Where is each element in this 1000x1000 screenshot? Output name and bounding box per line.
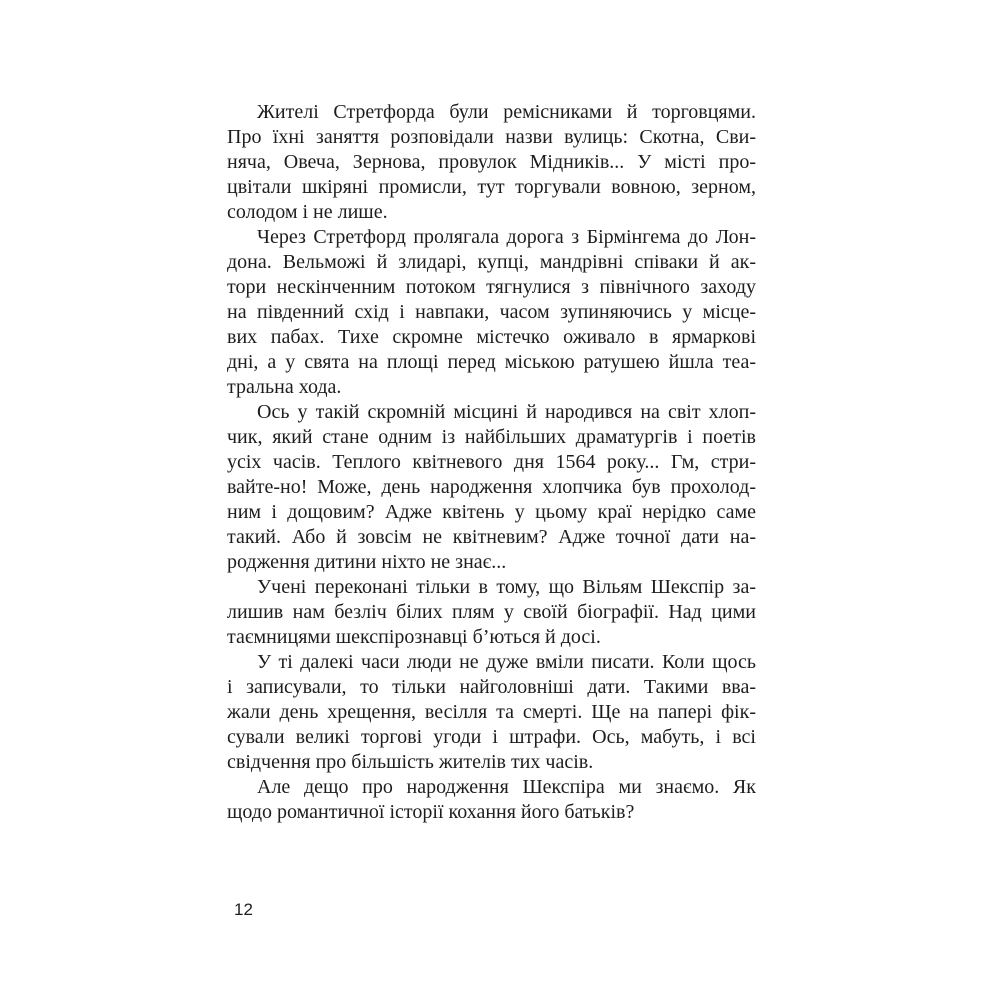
paragraph: [227, 400, 756, 575]
paragraph: [227, 775, 756, 825]
text-line: щодо романтичної історії кохання його батьків?: [227, 801, 635, 823]
text-line: лишив нам безліч білих плям у своїй біографії. Над цими: [227, 601, 756, 623]
text-line: У ті далекі часи люди не дуже вміли писати. Коли щось: [257, 651, 756, 673]
text-line: Учені переконані тільки в тому, що Вільям Шекспір за-: [257, 576, 756, 598]
text-line: таємницями шекспірознавці б’ються й досі.: [227, 626, 601, 648]
text-line: тори нескінченним потоком тягнулися з північного заходу: [227, 276, 756, 298]
text-line: Через Стретфорд пролягала дорога з Бірмінгема до Лон-: [257, 226, 756, 248]
text-line: і записували, то тільки найголовніші дати. Такими вва-: [227, 676, 756, 698]
text-line: цвітали шкіряні промисли, тут торгували вовною, зерном,: [227, 176, 756, 198]
page-text: [227, 100, 756, 825]
paragraph: [227, 225, 756, 400]
text-line: сували великі торгові угоди і штрафи. Ось, мабуть, і всі: [227, 726, 756, 748]
text-line: дона. Вельможі й злидарі, купці, мандрівні співаки й ак-: [227, 251, 756, 273]
text-line: вих пабах. Тихе скромне містечко оживало в ярмаркові: [227, 326, 756, 348]
text-line: Жителі Стретфорда були ремісниками й торговцями.: [257, 101, 756, 123]
text-line: на південний схід і навпаки, часом зупиняючись у місце-: [227, 301, 756, 323]
text-line: Але дещо про народження Шекспіра ми знаємо. Як: [257, 776, 756, 798]
text-line: солодом і не лише.: [227, 201, 388, 223]
text-line: Ось у такій скромній місцині й народився на світ хлоп-: [257, 401, 756, 423]
text-line: тральна хода.: [227, 376, 342, 398]
paragraph: [227, 650, 756, 775]
text-line: вайте-но! Може, день народження хлопчика був прохолод-: [227, 476, 756, 498]
paragraph: [227, 575, 756, 650]
text-line: родження дитини ніхто не знає...: [227, 551, 507, 573]
text-line: няча, Овеча, Зернова, провулок Мідників... У місті про-: [227, 151, 756, 173]
text-line: Про їхні заняття розповідали назви вулиць: Скотна, Сви-: [227, 126, 756, 148]
text-line: свідчення про більшість жителів тих часів.: [227, 751, 594, 773]
text-line: чик, який стане одним із найбільших драматургів і поетів: [227, 426, 756, 448]
text-line: усіх часів. Теплого квітневого дня 1564 року... Гм, стри-: [227, 451, 756, 473]
text-line: жали день хрещення, весілля та смерті. Ще на папері фік-: [227, 701, 756, 723]
text-line: дні, а у свята на площі перед міською ратушею йшла теа-: [227, 351, 756, 373]
text-line: такий. Або й зовсім не квітневим? Адже точної дати на-: [227, 526, 756, 548]
paragraph: [227, 100, 756, 225]
page-number: 12: [234, 900, 253, 919]
text-line: ним і дощовим? Адже квітень у цьому краї нерідко саме: [227, 501, 756, 523]
